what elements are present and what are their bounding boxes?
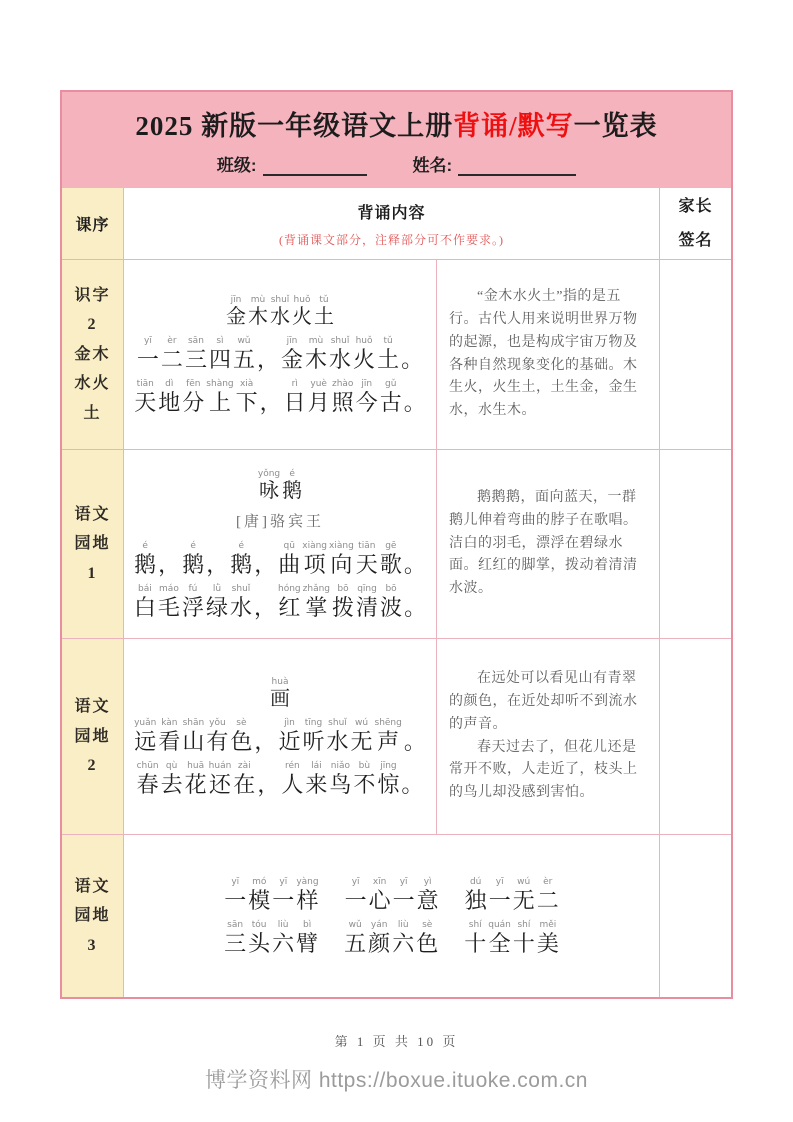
hanzi-char: zhǎng 掌 [302, 584, 331, 620]
lesson-label: 语文 [74, 505, 111, 523]
hanzi-char: yī 一 [488, 876, 511, 913]
hanzi-char: liù 六 [272, 920, 295, 956]
table-row [62, 449, 731, 638]
table-header-row [62, 188, 731, 259]
hanzi-char: huà 画 [270, 676, 290, 710]
title-prefix: 2025 新版一年级语文上册 [135, 111, 454, 141]
hanzi-char [320, 919, 342, 956]
lesson-label: 园地 [74, 535, 111, 553]
hanzi-char: liù 六 [392, 920, 415, 956]
hanzi-char: sì 四 [208, 335, 231, 372]
hanzi-char: shí 十 [512, 920, 535, 956]
header-sign-cell [659, 188, 731, 259]
poem-line [136, 760, 425, 797]
header-content-note: (背诵课文部分，注释部分可不作要求。) [279, 232, 504, 247]
name-label: 姓名: [412, 156, 453, 175]
title-highlight: 背诵/默写 [453, 111, 574, 141]
class-name-row [62, 151, 731, 176]
hanzi-char: zài 在 [233, 761, 256, 797]
hanzi-char: yǒng 咏 [257, 468, 281, 502]
table-row [62, 638, 731, 834]
hanzi-char: yàng 样 [296, 876, 319, 913]
hanzi-char: é 鹅 [182, 540, 205, 577]
signature-cell [659, 639, 731, 834]
lesson-label: 金木 [74, 345, 111, 363]
hanzi-char: wú 无 [512, 876, 535, 913]
hanzi-char: yì 意 [416, 876, 439, 913]
hanzi-char: èr 二 [536, 876, 559, 913]
hanzi-char: xià 下 [235, 379, 258, 415]
explanation-paragraph: 在远处可以看见山有青翠的颜色，在近处却听不到流水的声音。 [449, 671, 638, 732]
hanzi-char: hóng 红 [278, 584, 301, 620]
hanzi-char: kàn 看 [158, 717, 181, 754]
hanzi-char: shuǐ 水 [229, 584, 252, 620]
hanzi-char: ， [206, 551, 229, 577]
page-title [62, 104, 731, 143]
watermark: 博学资料网 https://boxue.ituoke.com.cn [205, 1069, 588, 1092]
hanzi-char: 。 [403, 390, 426, 415]
hanzi-char: qū 曲 [278, 540, 301, 577]
hanzi-char: yī 一 [344, 876, 367, 913]
poem-line [133, 717, 427, 754]
class-blank [263, 155, 367, 176]
hanzi-char: chūn 春 [136, 761, 159, 797]
hanzi-char: jìn 近 [278, 717, 301, 754]
hanzi-char: ， [254, 728, 277, 754]
lesson-label: 语文 [74, 698, 111, 716]
hanzi-char: huán 还 [208, 761, 232, 797]
hanzi-char: huǒ 火 [292, 294, 312, 328]
class-group [217, 151, 367, 176]
lesson-cell [62, 835, 124, 997]
lesson-cell [62, 639, 124, 834]
hanzi-char: shuǐ 水 [329, 335, 352, 372]
hanzi-char: 。 [404, 595, 427, 620]
header-lesson-cell [62, 188, 124, 259]
hanzi-char: sān 三 [184, 335, 207, 372]
hanzi-char: ， [256, 346, 279, 372]
hanzi-char: èr 二 [160, 335, 183, 372]
hanzi-char: tiān 天 [134, 379, 157, 415]
hanzi-char: mó 模 [248, 876, 271, 913]
lesson-label: 3 [87, 936, 98, 954]
hanzi-char: wú 无 [350, 717, 373, 754]
hanzi-char: é 鹅 [230, 540, 253, 577]
lesson-label: 2 [87, 316, 98, 334]
explanation-cell [436, 260, 659, 449]
lesson-cell [62, 260, 124, 449]
poem-line [133, 540, 427, 577]
poem-line [136, 335, 424, 372]
recitation-table [60, 90, 733, 999]
hanzi-char: yī 一 [272, 876, 295, 913]
hanzi-char: shí 十 [464, 920, 487, 956]
hanzi-char [441, 876, 463, 913]
name-blank [458, 155, 576, 176]
explanation-cell [436, 639, 659, 834]
hanzi-char: yī 一 [224, 876, 247, 913]
hanzi-char: shuǐ 水 [270, 294, 290, 328]
lesson-label: 语文 [74, 877, 111, 895]
hanzi-char: fēn 分 [182, 379, 205, 415]
hanzi-char: shān 山 [182, 717, 205, 754]
hanzi-char: mù 木 [248, 294, 268, 328]
table-row [62, 259, 731, 449]
header-content-label: 背诵内容 [357, 204, 426, 222]
hanzi-char: tǔ 土 [377, 335, 400, 372]
hanzi-char: jīn 金 [281, 335, 304, 372]
hanzi-char: gǔ 古 [379, 379, 402, 415]
hanzi-char: yī 一 [136, 335, 159, 372]
lesson-label: 识字 [74, 286, 111, 304]
lesson-label: 1 [87, 564, 98, 582]
poem-line [223, 919, 560, 956]
hanzi-char: dú 独 [464, 876, 487, 913]
hanzi-char: ， [257, 772, 280, 797]
hanzi-char: mù 木 [305, 335, 328, 372]
sheet-banner [62, 92, 731, 188]
hanzi-char: ， [253, 595, 276, 620]
hanzi-char: lái 来 [305, 761, 328, 797]
hanzi-char [321, 876, 343, 913]
poem-cell [124, 639, 436, 834]
hanzi-char: bì 臂 [296, 920, 319, 956]
hanzi-char: xiàng 项 [302, 540, 328, 577]
hanzi-char: yuè 月 [307, 379, 330, 415]
explanation-paragraph: 春天过去了，但花儿还是常开不败，人走近了，枝头上的鸟儿却没感到害怕。 [449, 739, 638, 800]
lesson-label: 2 [87, 757, 98, 775]
hanzi-char: 。 [403, 551, 426, 577]
poem-title [225, 294, 335, 329]
poem-cell [124, 835, 659, 997]
lesson-label: 水火 [74, 375, 111, 393]
page-number: 第 1 页 共 10 页 [334, 1034, 459, 1049]
hanzi-char: shuǐ 水 [326, 717, 349, 754]
class-label: 班级: [216, 156, 257, 175]
header-lesson-label: 课序 [75, 217, 110, 234]
title-suffix: 一览表 [573, 111, 658, 141]
hanzi-char: quán 全 [488, 920, 511, 956]
hanzi-char: shēng 声 [374, 717, 402, 754]
hanzi-char: é 鹅 [282, 468, 303, 502]
hanzi-char: shàng 上 [206, 379, 234, 415]
lesson-cell [62, 450, 124, 638]
hanzi-char: sè 色 [416, 920, 439, 956]
hanzi-char [440, 919, 462, 956]
hanzi-char: qīng 清 [356, 584, 379, 620]
hanzi-char: wǔ 五 [344, 920, 367, 956]
hanzi-char: jīn 金 [226, 294, 246, 328]
hanzi-char: jīng 惊 [377, 761, 400, 797]
lesson-label: 园地 [74, 907, 111, 925]
hanzi-char: tǔ 土 [314, 294, 334, 328]
poem-title [257, 468, 303, 503]
table-row [62, 834, 731, 997]
hanzi-char: ， [254, 551, 277, 577]
hanzi-char: yán 颜 [368, 920, 391, 956]
hanzi-char: máo 毛 [157, 584, 180, 620]
hanzi-char: 。 [401, 772, 424, 797]
hanzi-char: tiān 天 [355, 540, 378, 577]
hanzi-char: tóu 头 [248, 920, 271, 956]
hanzi-char: zhào 照 [331, 379, 354, 415]
hanzi-char: lǜ 绿 [205, 584, 228, 620]
hanzi-char: 。 [401, 346, 424, 372]
table-body [62, 259, 731, 997]
poem-cell [124, 450, 436, 638]
hanzi-char: sè 色 [230, 717, 253, 754]
explanation-cell [436, 450, 659, 638]
hanzi-char: bù 不 [353, 761, 376, 797]
hanzi-char: bái 白 [133, 584, 156, 620]
hanzi-char: jīn 今 [355, 379, 378, 415]
poem-cell [124, 260, 436, 449]
hanzi-char: niǎo 鸟 [329, 761, 352, 797]
hanzi-char: bō 拨 [332, 584, 355, 620]
header-sign-line1: 家长 [678, 197, 713, 215]
hanzi-char: é 鹅 [134, 540, 157, 577]
hanzi-char: qù 去 [160, 761, 183, 797]
hanzi-char: xīn 心 [368, 876, 391, 913]
hanzi-char: sān 三 [224, 920, 247, 956]
hanzi-char: fú 浮 [181, 584, 204, 620]
hanzi-char: 。 [403, 728, 426, 754]
lesson-label: 土 [83, 404, 102, 422]
hanzi-char: huǒ 火 [353, 335, 376, 372]
hanzi-char: yǒu 有 [206, 717, 229, 754]
hanzi-char: gē 歌 [379, 540, 402, 577]
hanzi-char: ， [259, 390, 282, 415]
signature-cell [659, 450, 731, 638]
signature-cell [659, 835, 731, 997]
poem-author: [唐]骆宾王 [236, 513, 324, 530]
hanzi-char: tīng 听 [302, 717, 325, 754]
poem-line [223, 876, 559, 913]
header-content-cell [124, 188, 659, 259]
hanzi-char: měi 美 [536, 920, 559, 956]
hanzi-char: yuǎn 远 [134, 717, 157, 754]
explanation-paragraph: “金木水火土”指的是五行。古代人用来说明世界万物的起源，也是构成宇宙万物及各种自然现象变化的基础。木生火，火生土，土生金，金生水，水生木。 [449, 289, 638, 418]
lesson-label: 园地 [74, 727, 111, 745]
explanation-paragraph: 鹅鹅鹅，面向蓝天，一群鹅儿伸着弯曲的脖子在歌唱。洁白的羽毛，漂浮在碧绿水面。红红的脚掌，拨动着清清水波。 [449, 490, 638, 596]
signature-cell [659, 260, 731, 449]
hanzi-char: ， [158, 551, 181, 577]
name-group [413, 151, 577, 176]
hanzi-char: bō 波 [380, 584, 403, 620]
hanzi-char: rén 人 [281, 761, 304, 797]
hanzi-char: yī 一 [392, 876, 415, 913]
header-sign-line2: 签名 [678, 231, 713, 249]
hanzi-char: xiàng 向 [329, 540, 354, 577]
hanzi-char: rì 日 [283, 379, 306, 415]
worksheet-page [60, 90, 733, 1094]
poem-line [133, 378, 427, 415]
hanzi-char: wǔ 五 [232, 335, 255, 372]
hanzi-char: huā 花 [184, 761, 207, 797]
hanzi-char: dì 地 [158, 379, 181, 415]
poem-title [269, 676, 291, 711]
poem-line [133, 583, 427, 620]
